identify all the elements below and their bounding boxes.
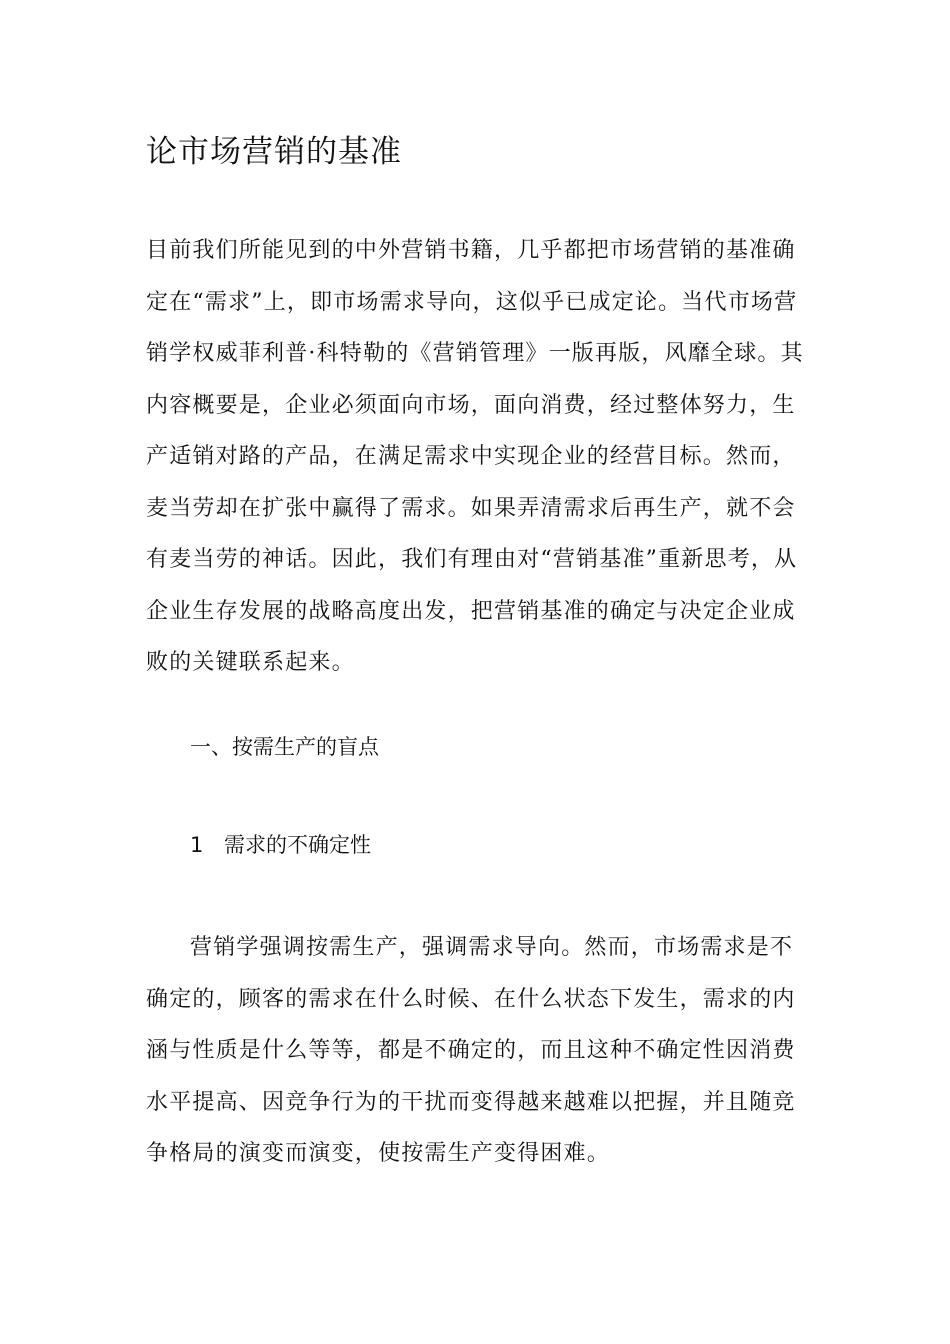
intro-paragraph: 目前我们所能见到的中外营销书籍，几乎都把市场营销的基准确定在“需求”上，即市场需求导向，这似乎已成定论。当代市场营销学权威菲利普·科特勒的《营销管理》一版再版，风靡全球。其内容概要是，企业必须面向市场，面向消费，经过整体努力，生产适销对路的产品，在满足需求中实现企业的经营目标。然而，麦当劳却在扩张中赢得了需求。如果弄清需求后再生产，就不会有麦当劳的神话。因此，我们有理由对“营销基准”重新思考，从企业生存发展的战略高度出发，把营销基准的确定与决定企业成败的关键联系起来。 bbox=[146, 238, 804, 675]
subsection-heading bbox=[190, 825, 371, 865]
section-heading: 一、按需生产的盲点 bbox=[190, 735, 379, 759]
subsection-number: 1 bbox=[190, 833, 204, 857]
subsection-title: 需求的不确定性 bbox=[224, 833, 371, 857]
body-paragraph: 营销学强调按需生产，强调需求导向。然而，市场需求是不确定的，顾客的需求在什么时候、在什么状态下发生，需求的内涵与性质是什么等等，都是不确定的，而且这种不确定性因消费水平提高、因竞争行为的干扰而变得越来越难以把握，并且随竞争格局的演变而演变，使按需生产变得困难。 bbox=[146, 935, 796, 1166]
document-title: 论市场营销的基准 bbox=[146, 134, 402, 170]
